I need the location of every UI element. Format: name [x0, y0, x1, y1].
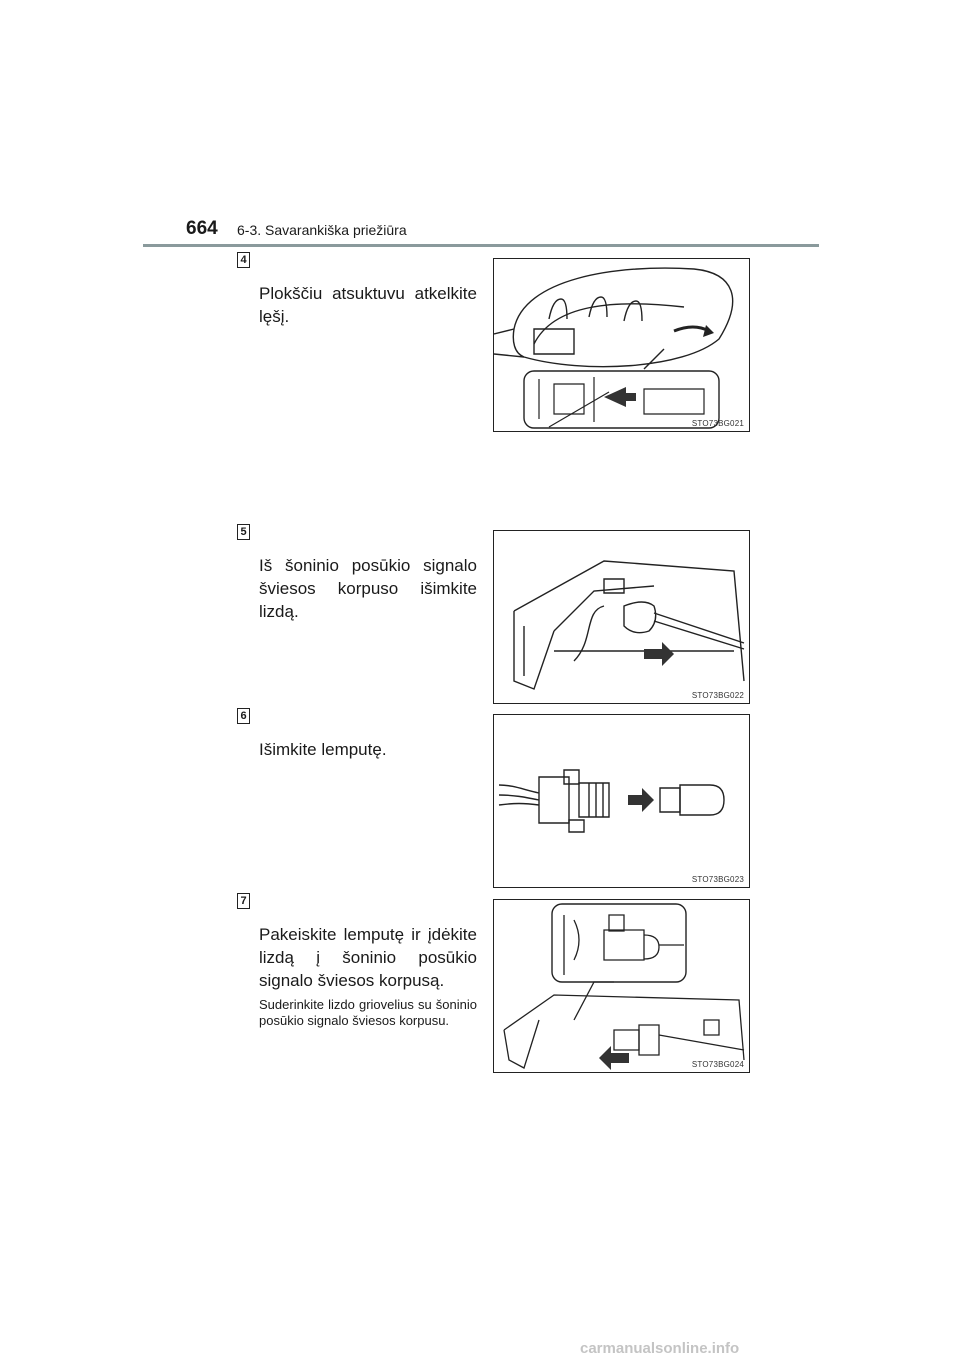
page-number: 664 [186, 218, 218, 239]
socket-install-illustration [493, 899, 750, 1073]
step-instruction: Pakeiskite lemputę ir įdėkite lizdą į šoninio posūkio signalo šviesos korpusą. [259, 925, 477, 990]
header-divider [143, 244, 819, 247]
section-title: 6-3. Savarankiška priežiūra [237, 222, 407, 238]
figure-code: STO73BG023 [691, 875, 744, 884]
mirror-lens-removal-illustration [493, 258, 750, 432]
step-number-badge: 6 [237, 708, 250, 724]
step-number-badge: 4 [237, 252, 250, 268]
page-header [0, 0, 960, 248]
figure-code: STO73BG024 [691, 1060, 744, 1069]
step-number-badge: 5 [237, 524, 250, 540]
figure-code: STO73BG022 [691, 691, 744, 700]
step-instruction: Plokščiu atsuktuvu atkelkite lęšį. [259, 284, 477, 326]
step-number-badge: 7 [237, 893, 250, 909]
step-instruction: Išimkite lemputę. [259, 740, 387, 759]
socket-removal-illustration [493, 530, 750, 704]
step-note: Suderinkite lizdo griovelius su šoninio posūkio signalo šviesos korpusu. [259, 997, 477, 1028]
step-instruction: Iš šoninio posūkio signalo šviesos korpuso išimkite lizdą. [259, 556, 477, 621]
watermark: carmanualsonline.info [580, 1340, 740, 1357]
figure-code: STO73BG021 [691, 419, 744, 428]
bulb-removal-illustration [493, 714, 750, 888]
